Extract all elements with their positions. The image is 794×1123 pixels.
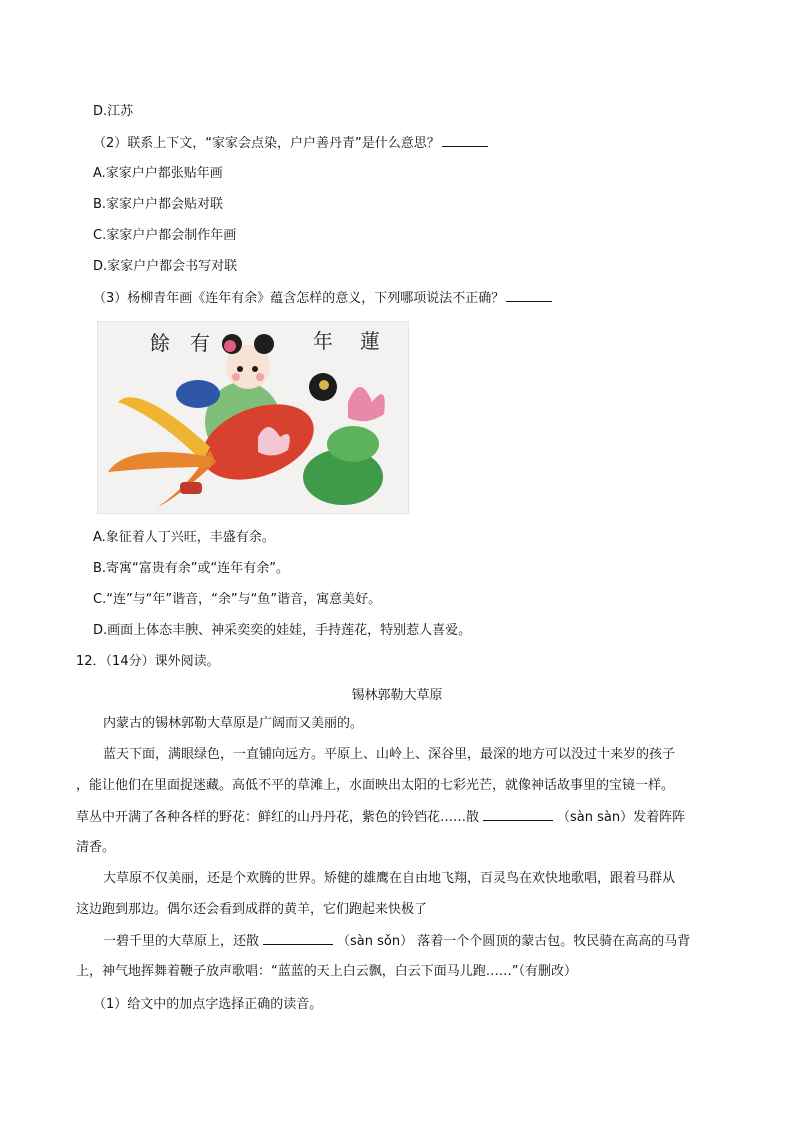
question-2-text: （2）联系上下文，“家家会点染，户户善丹青”是什么意思？ [93, 136, 440, 151]
question-2-option-d: D.家家户户都会书写对联 [93, 259, 238, 274]
answer-blank [483, 808, 553, 821]
passage-title: 锡林郭勒大草原 [351, 688, 443, 703]
question-3-option-b: B.寄寓“富贵有余”或“连年有余”。 [93, 561, 289, 576]
painting-char-2: 有 [190, 331, 210, 355]
painting-char-4: 蓮 [360, 329, 380, 353]
line-text-before-blank: 一碧千里的大草原上，还散 [103, 934, 260, 949]
line-text-before-blank: 草丛中开满了各种各样的野花：鲜红的山丹丹花，紫色的铃铛花……散 [76, 810, 480, 825]
question-2-stem [93, 134, 488, 153]
question-3-option-a: A.象征着人丁兴旺，丰盛有余。 [93, 530, 275, 545]
passage-paragraph-2-line-1: 蓝天下面，满眼绿色，一直铺向远方。平原上、山岭上、深谷里，最深的地方可以没过十来岁的孩子 [103, 747, 676, 762]
question-3-option-c: C.“连”与“年”谐音，“余”与“鱼”谐音，寓意美好。 [93, 592, 382, 607]
question-3-text: （3）杨柳青年画《连年有余》蕴含怎样的意义，下列哪项说法不正确？ [93, 291, 505, 306]
painting-char-3: 年 [313, 329, 333, 353]
line-text-after-blank: （sàn sàn）发着阵阵 [557, 810, 686, 825]
passage-paragraph-3-line-2: 这边跑到那边。偶尔还会看到成群的黄羊，它们跑起来快极了 [76, 902, 428, 917]
question-3-stem [93, 289, 552, 308]
question-2-option-a: A.家家户户都张贴年画 [93, 166, 223, 181]
question-3-option-d: D.画面上体态丰腴、神采奕奕的娃娃，手持莲花，特别惹人喜爱。 [93, 623, 472, 638]
passage-paragraph-2-line-2: ，能让他们在里面捉迷藏。高低不平的草滩上，水面映出太阳的七彩光芒，就像神话故事里的宝镜一样。 [76, 778, 675, 793]
passage-paragraph-2-line-3 [76, 808, 685, 827]
option-d-jiangsu: D.江苏 [93, 104, 134, 119]
question-2-option-b: B.家家户户都会贴对联 [93, 197, 224, 212]
line-text-after-blank: （sàn sǒn） 落着一个个圆顶的蒙古包。牧民骑在高高的马背 [337, 934, 691, 949]
sub-question-1: （1）给文中的加点字选择正确的读音。 [93, 997, 323, 1012]
passage-paragraph-4-line-1 [103, 932, 690, 951]
new-year-painting [97, 321, 409, 514]
answer-blank [442, 134, 488, 147]
passage-paragraph-3-line-1: 大草原不仅美丽，还是个欢腾的世界。矫健的雄鹰在自由地飞翔，百灵鸟在欢快地歌唱，跟着马群从 [103, 871, 676, 886]
painting-char-1: 餘 [150, 331, 170, 355]
answer-blank [506, 289, 552, 302]
passage-paragraph-1: 内蒙古的锡林郭勒大草原是广阔而又美丽的。 [103, 716, 364, 731]
question-2-option-c: C.家家户户都会制作年画 [93, 228, 237, 243]
passage-paragraph-4-line-2: 上，神气地挥舞着鞭子放声歌唱：“蓝蓝的天上白云飘，白云下面马儿跑……”（有删改） [76, 964, 577, 979]
painting-illustration [98, 322, 408, 513]
answer-blank [263, 932, 333, 945]
passage-paragraph-2-line-4: 清香。 [76, 840, 116, 855]
question-12-header: 12．（14分）课外阅读。 [76, 654, 220, 669]
